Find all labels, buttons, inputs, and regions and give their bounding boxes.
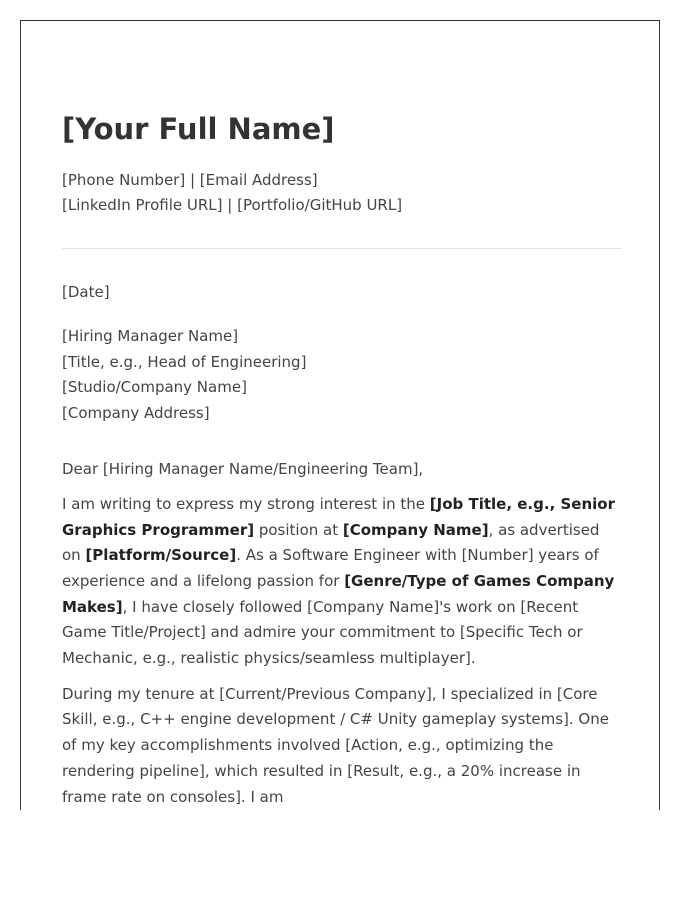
salutation: Dear [Hiring Manager Name/Engineering Team],: [62, 459, 424, 478]
letter-date: [Date]: [62, 283, 110, 301]
letter-content: [62, 21, 622, 810]
recipient-name: [Hiring Manager Name]: [62, 327, 239, 345]
recipient-company: [Studio/Company Name]: [62, 378, 247, 397]
recipient-title: [Title, e.g., Head of Engineering]: [62, 352, 307, 371]
para1-text-5: , I have closely followed [Company Name]'s work on [Recent Game Title/Project] and admire your commitment to [Specific Tech or Mechanic, e.g., realistic physics/seamless multiplayer].: [62, 597, 583, 668]
recipient-address: [Company Address]: [62, 404, 210, 423]
game-genre-placeholder: [Genre/Type of Games Company Makes]: [62, 571, 615, 616]
contact-block: [62, 168, 622, 218]
platform-source-placeholder: [Platform/Source]: [85, 546, 237, 565]
para1-text-2: position at: [254, 520, 343, 539]
company-name-placeholder: [Company Name]: [342, 520, 489, 539]
paragraph-introduction: [62, 492, 622, 672]
contact-phone-email: [Phone Number] | [Email Address]: [62, 171, 318, 189]
applicant-name: [Your Full Name]: [62, 112, 335, 146]
para1-text-1: I am writing to express my strong interest in the: [62, 494, 430, 513]
para1-text-4: . As a Software Engineer with [Number] years of experience and a lifelong passion for: [62, 546, 599, 590]
recipient-block: [62, 324, 622, 427]
header-divider: [62, 248, 622, 249]
job-title-placeholder: [Job Title, e.g., Senior Graphics Programmer]: [62, 494, 615, 539]
contact-links: [LinkedIn Profile URL] | [Portfolio/GitHub URL]: [62, 196, 403, 214]
paragraph-experience: During my tenure at [Current/Previous Company], I specialized in [Core Skill, e.g., C++ engine development / C# Unity gameplay systems]. One of my key accomplishments involved [Action, e.g., optimizing the rendering pipeline], which resulted in [Result, e.g., a 20% increase in frame rate on consoles]. I am: [62, 684, 609, 806]
para1-text-3: , as advertised on: [62, 520, 600, 565]
letter-page: [20, 20, 660, 810]
